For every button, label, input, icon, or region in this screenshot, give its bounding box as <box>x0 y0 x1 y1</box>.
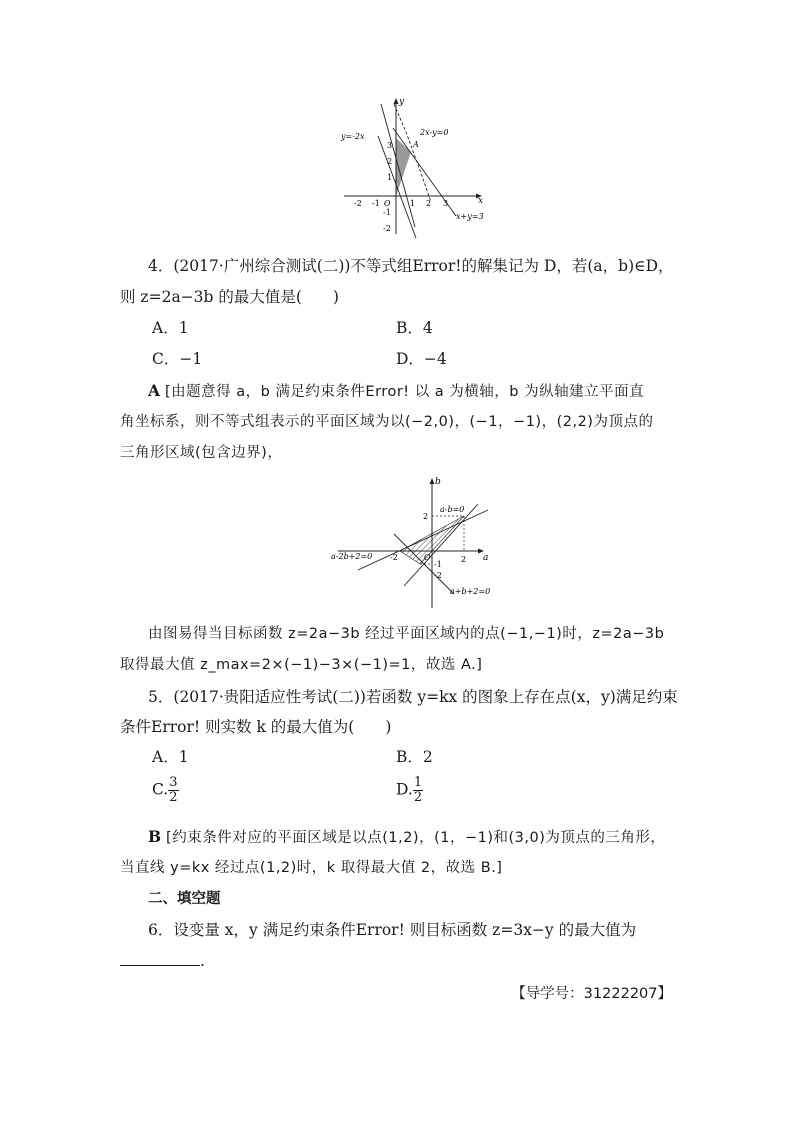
label-a-b-0: a-b=0 <box>440 505 465 514</box>
origin-label: O <box>424 553 431 562</box>
q4-option-b: B．4 <box>396 319 433 337</box>
y-tick: 3 <box>387 141 393 150</box>
label-a-b-2-0: a+b+2=0 <box>450 587 491 596</box>
q6-stem-line1: 6．设变量 x，y 满足约束条件Error! 则目标函数 z=3x−y 的最大值为 <box>148 921 637 939</box>
y-tick: -1 <box>383 208 391 217</box>
q6-answer-line <box>120 950 205 972</box>
x-tick: 1 <box>410 199 416 208</box>
q5-option-a: A．1 <box>152 748 189 766</box>
b-tick: -2 <box>434 571 442 580</box>
fraction <box>168 776 178 805</box>
q5-stem-line2: 条件Error! 则实数 k 的最大值为( ) <box>120 718 392 736</box>
q4-answer-letter: A <box>148 381 161 400</box>
q4-solution-line3: 三角形区域(包含边界)， <box>120 445 283 461</box>
q5-solution-text: [约束条件对应的平面区域是以点(1,2)，(1，−1)和(3,0)为顶点的三角形， <box>166 830 666 846</box>
fraction <box>413 776 423 805</box>
q4-option-d: D．−4 <box>396 350 447 368</box>
q4-solution-text: [由题意得 a，b 满足约束条件Error! 以 a 为横轴，b 为纵轴建立平面直 <box>164 384 645 400</box>
b-tick: 2 <box>423 512 429 521</box>
q4-solution-line1 <box>148 380 644 403</box>
q5-solution-line2: 当直线 y=kx 经过点(1,2)时，k 取得最大值 2，故选 B.] <box>120 860 503 876</box>
guide-number: 【导学号：31222207】 <box>511 986 672 1002</box>
q5-option-d-prefix: D. <box>396 780 413 799</box>
q5-option-d <box>396 776 423 805</box>
q5-option-c <box>152 776 179 805</box>
fraction-denominator: 2 <box>413 790 423 805</box>
origin-label: O <box>384 199 391 208</box>
q4-option-c: C．−1 <box>152 350 203 368</box>
q5-stem-line1: 5．(2017·贵阳适应性考试(二))若函数 y=kx 的图象上存在点(x，y)满足约束 <box>148 688 678 706</box>
fraction-numerator: 3 <box>169 775 178 790</box>
point-a-label: A <box>413 140 419 149</box>
section-title: 二、填空题 <box>148 891 221 907</box>
y-tick: 1 <box>387 173 393 182</box>
y-axis-label: y <box>399 97 405 107</box>
x-tick: 2 <box>426 199 432 208</box>
q4-solution-line5: 取得最大值 z_max=2×(−1)−3×(−1)=1，故选 A.] <box>120 657 483 673</box>
label-y-neg2x: y=-2x <box>341 132 365 141</box>
a-tick: 2 <box>461 555 467 564</box>
figure-2-graph <box>328 474 508 610</box>
q6-end-punctuation: . <box>200 952 205 970</box>
fraction-denominator: 2 <box>169 790 178 805</box>
label-2x-y: 2x-y=0 <box>420 128 449 137</box>
x-tick: 3 <box>443 199 449 208</box>
q5-option-c-prefix: C. <box>152 780 169 799</box>
q4-stem-line1: 4．(2017·广州综合测试(二))不等式组Error!的解集记为 D，若(a，b)∈D， <box>148 257 674 275</box>
q5-answer-letter: B <box>148 827 162 846</box>
b-axis-label: b <box>435 477 441 487</box>
y-tick: 2 <box>387 157 393 166</box>
x-axis-label: x <box>478 196 484 206</box>
q4-solution-line4: 由图易得当目标函数 z=2a−3b 经过平面区域内的点(−1,−1)时，z=2a−3b <box>148 626 665 642</box>
q5-solution-line1 <box>148 826 665 849</box>
label-a-2b-2: a-2b+2=0 <box>331 552 373 561</box>
q4-solution-line2: 角坐标系，则不等式组表示的平面区域为以(−2,0)，(−1，−1)，(2,2)为顶点的 <box>120 414 654 430</box>
b-axis-arrow-icon <box>430 478 435 484</box>
y-tick: -2 <box>383 224 391 233</box>
y-axis-arrow-icon <box>394 98 399 104</box>
answer-blank[interactable] <box>120 951 200 966</box>
a-tick: -2 <box>390 553 398 562</box>
a-axis-label: a <box>483 553 489 563</box>
q4-option-a: A．1 <box>152 319 189 337</box>
x-tick: -2 <box>354 199 362 208</box>
x-tick: -1 <box>372 199 380 208</box>
figure-1-graph <box>336 92 496 242</box>
q5-option-b: B．2 <box>396 748 433 766</box>
fraction-numerator: 1 <box>413 775 423 790</box>
q4-stem-line2: 则 z=2a−3b 的最大值是( ) <box>120 288 339 306</box>
b-tick: -1 <box>434 560 442 569</box>
label-x-y-3: x+y=3 <box>456 212 484 221</box>
